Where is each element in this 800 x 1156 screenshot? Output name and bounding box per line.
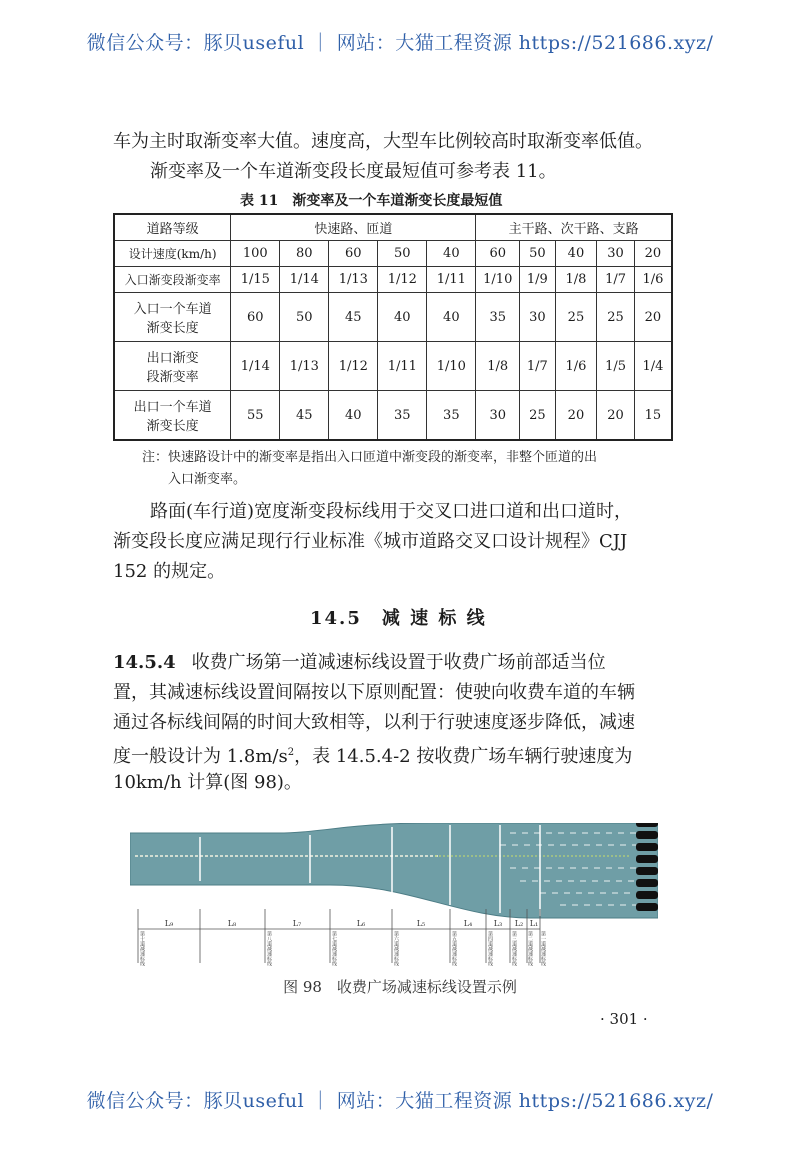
table-row xyxy=(114,342,672,391)
table-cell: 60 xyxy=(476,241,520,267)
table-cell: 40 xyxy=(427,293,476,342)
table-cell: 1/8 xyxy=(555,267,597,293)
watermark-top: 微信公众号：豚贝useful ｜ 网站：大猫工程资源 https://521686.xyz/ xyxy=(86,32,714,54)
table-cell: 60 xyxy=(231,293,280,342)
table-cell: 45 xyxy=(280,391,329,441)
table-cell: 1/11 xyxy=(378,342,427,391)
table-cell: 35 xyxy=(427,391,476,441)
line-label: 第三道减速标线 xyxy=(511,931,517,966)
para2-line-2: 渐变段长度应满足现行行业标准《城市道路交叉口设计规程》CJJ xyxy=(113,531,628,552)
clause-line-1: 14.5.4 收费广场第一道减速标线设置于收费广场前部适当位 xyxy=(113,652,606,673)
interval-label: L₃ xyxy=(493,919,503,928)
table-cell: 1/10 xyxy=(476,267,520,293)
interval-label: L₉ xyxy=(164,919,174,928)
clause-line-5: 10km/h 计算(图 98)。 xyxy=(113,772,302,793)
line-label: 第十道减速标线 xyxy=(139,931,145,966)
table-cell: 50 xyxy=(280,293,329,342)
table-cell: 45 xyxy=(329,293,378,342)
table-cell: 1/14 xyxy=(280,267,329,293)
table-cell: 40 xyxy=(555,241,597,267)
table-cell: 1/9 xyxy=(520,267,555,293)
table-row xyxy=(114,267,672,293)
table-cell: 1/4 xyxy=(634,342,672,391)
table-group-arterial: 主干路、次干路、支路 xyxy=(476,214,672,241)
table-cell: 80 xyxy=(280,241,329,267)
interval-label: L₂ xyxy=(514,919,524,928)
table-cell: 40 xyxy=(329,391,378,441)
toll-booths xyxy=(636,823,658,911)
clause-line-3: 通过各标线间隔的时间大致相等，以利于行驶速度逐步降低，减速 xyxy=(113,712,635,733)
table-cell: 50 xyxy=(378,241,427,267)
table-cell: 1/14 xyxy=(231,342,280,391)
line-label: 第五道减速标线 xyxy=(451,931,457,966)
toll-plaza-figure xyxy=(130,823,658,971)
line-label: 第七道减速标线 xyxy=(331,931,337,966)
line-label: 第二道减速标线 xyxy=(527,931,533,966)
interval-label: L₄ xyxy=(463,919,473,928)
table-cell: 1/5 xyxy=(597,342,635,391)
table-cell: 100 xyxy=(231,241,280,267)
section-title: 14.5 减 速 标 线 xyxy=(310,608,487,629)
table-cell: 30 xyxy=(520,293,555,342)
interval-label: L₆ xyxy=(356,919,366,928)
table-cell: 25 xyxy=(520,391,555,441)
road-surface xyxy=(130,823,658,918)
line-label: 第六道减速标线 xyxy=(393,931,399,966)
table-cell: 1/13 xyxy=(329,267,378,293)
table-cell: 35 xyxy=(378,391,427,441)
page-number: · 301 · xyxy=(600,1010,648,1028)
body-line-1: 车为主时取渐变率大值。速度高，大型车比例较高时取渐变率低值。 xyxy=(113,131,653,152)
table-cell: 1/13 xyxy=(280,342,329,391)
table-cell: 20 xyxy=(597,391,635,441)
table-cell: 1/12 xyxy=(378,267,427,293)
table-cell: 1/7 xyxy=(597,267,635,293)
table-caption: 表 11 渐变率及一个车道渐变长度最短值 xyxy=(240,193,503,209)
row-label: 入口渐变段渐变率 xyxy=(114,267,231,293)
row-label: 出口渐变 段渐变率 xyxy=(114,342,231,391)
interval-label: L₅ xyxy=(416,919,426,928)
row-label: 设计速度(km/h) xyxy=(114,241,231,267)
table-cell: 1/10 xyxy=(427,342,476,391)
table-cell: 20 xyxy=(634,241,672,267)
table-11 xyxy=(113,213,673,441)
figure-caption: 图 98 收费广场减速标线设置示例 xyxy=(283,978,517,996)
table-group-expressway: 快速路、匝道 xyxy=(231,214,476,241)
table-cell: 35 xyxy=(476,293,520,342)
line-label: 第八道减速标线 xyxy=(266,931,272,966)
table-cell: 20 xyxy=(555,391,597,441)
interval-label: L₈ xyxy=(227,919,237,928)
table-cell: 40 xyxy=(378,293,427,342)
para2-line-3: 152 的规定。 xyxy=(113,561,226,582)
watermark-bottom: 微信公众号：豚贝useful ｜ 网站：大猫工程资源 https://521686.xyz/ xyxy=(86,1090,714,1112)
line-label: 第四道减速标线 xyxy=(487,931,493,966)
table-cell: 25 xyxy=(597,293,635,342)
table-cell: 1/6 xyxy=(555,342,597,391)
table-row xyxy=(114,391,672,441)
line-label: 第一道减速标线 xyxy=(540,931,546,966)
table-cell: 1/6 xyxy=(634,267,672,293)
table-cell: 40 xyxy=(427,241,476,267)
table-cell: 60 xyxy=(329,241,378,267)
table-cell: 1/7 xyxy=(520,342,555,391)
clause-line-4: 度一般设计为 $1.8m/s^2$，表 14.5.4-2 按收费广场车辆行驶速度为 xyxy=(113,746,633,767)
table-cell: 20 xyxy=(634,293,672,342)
table-cell: 15 xyxy=(634,391,672,441)
row-label: 出口一个车道 渐变长度 xyxy=(114,391,231,441)
table-cell: 1/12 xyxy=(329,342,378,391)
table-note: 注：快速路设计中的渐变率是指出入口匝道中渐变段的渐变率，非整个匝道的出 入口渐变率。 xyxy=(142,450,598,487)
table-cell: 55 xyxy=(231,391,280,441)
table-header-label: 道路等级 xyxy=(114,214,231,241)
clause-line-2: 置，其减速标线设置间隔按以下原则配置：使驶向收费车道的车辆 xyxy=(113,682,635,703)
clause-number: 14.5.4 xyxy=(113,652,176,673)
row-label: 入口一个车道 渐变长度 xyxy=(114,293,231,342)
table-row xyxy=(114,293,672,342)
interval-label: L₇ xyxy=(292,919,302,928)
table-cell: 1/11 xyxy=(427,267,476,293)
table-cell: 30 xyxy=(476,391,520,441)
body-line-2: 渐变率及一个车道渐变段长度最短值可参考表 11。 xyxy=(150,161,557,182)
table-cell: 25 xyxy=(555,293,597,342)
table-cell: 1/15 xyxy=(231,267,280,293)
interval-label: L₁ xyxy=(529,919,539,928)
table-cell: 1/8 xyxy=(476,342,520,391)
table-row xyxy=(114,241,672,267)
table-cell: 50 xyxy=(520,241,555,267)
table-cell: 30 xyxy=(597,241,635,267)
para2-line-1: 路面(车行道)宽度渐变段标线用于交叉口进口道和出口道时， xyxy=(150,501,633,522)
